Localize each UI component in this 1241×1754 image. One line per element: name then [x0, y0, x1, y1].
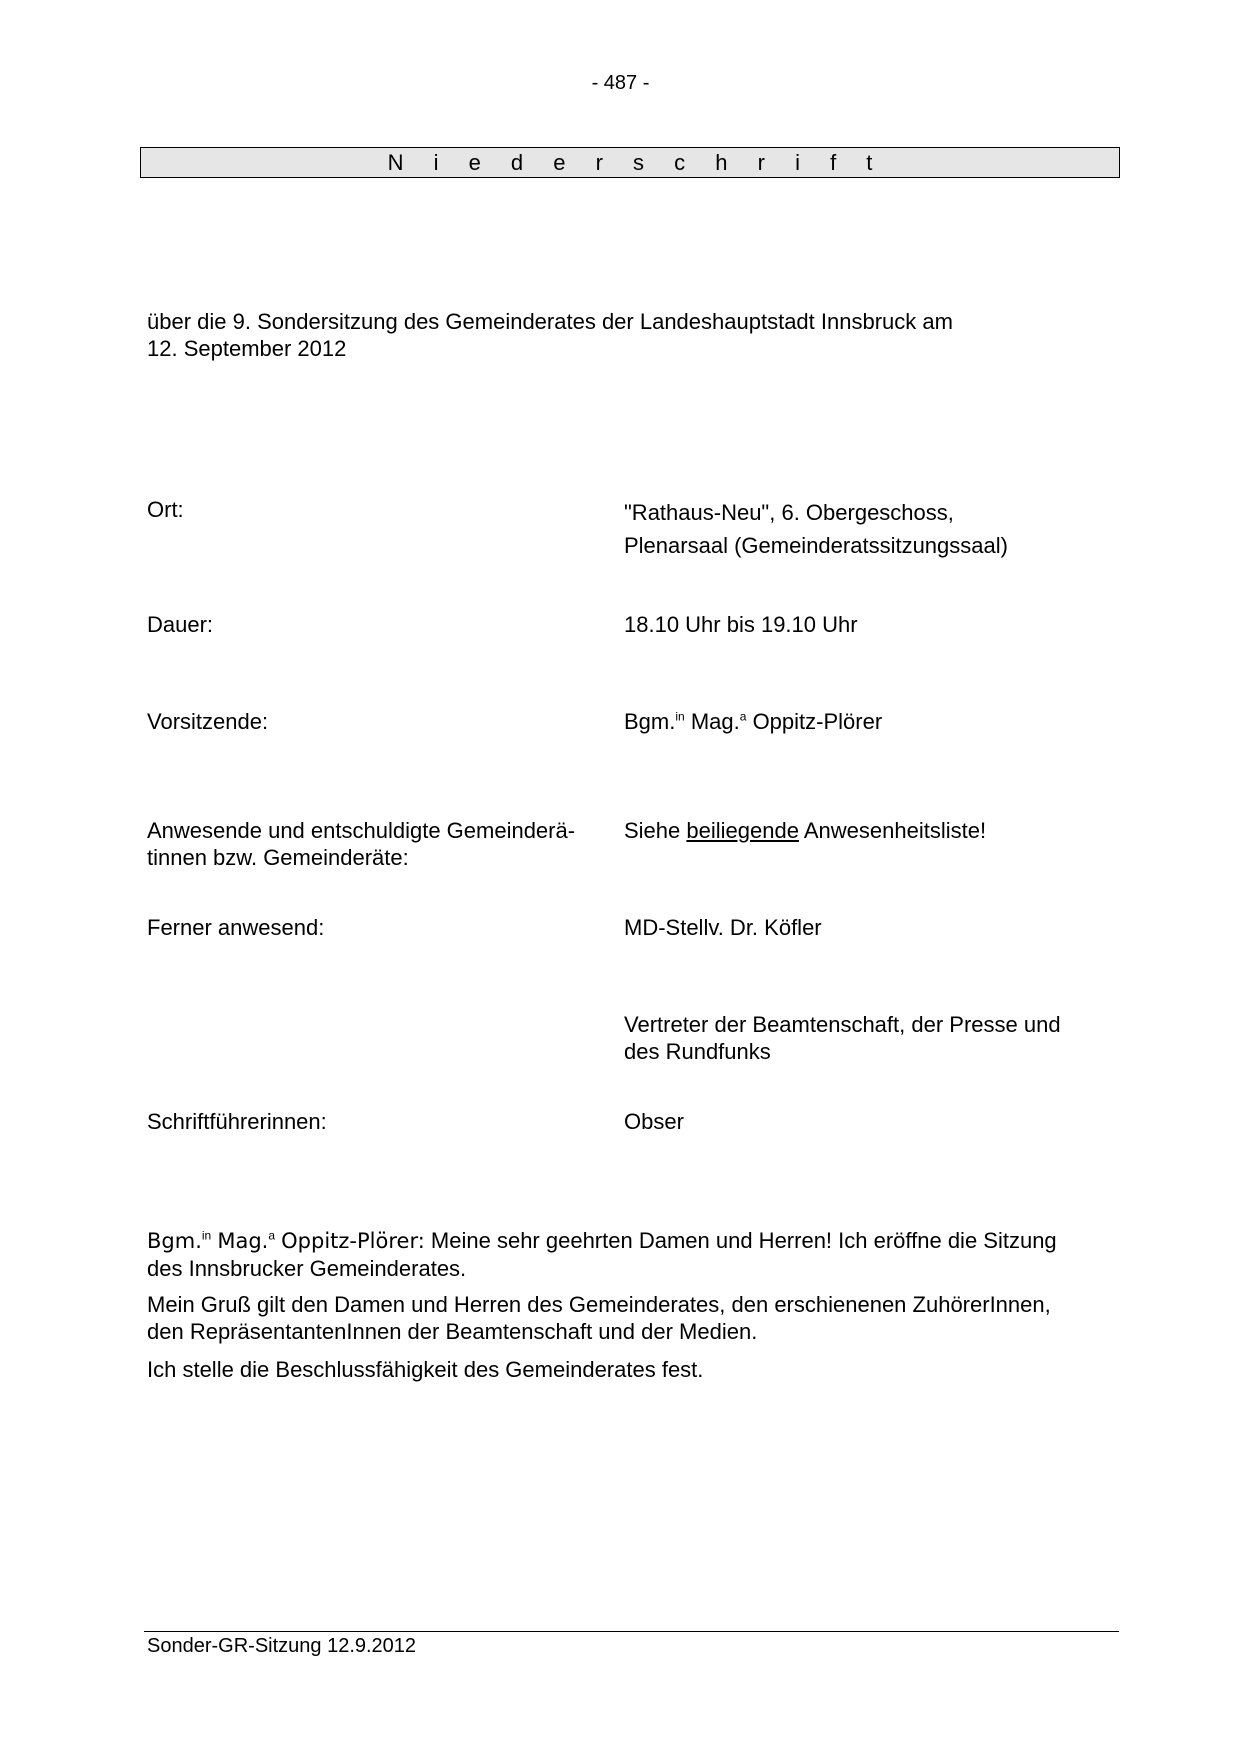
value-ferner-1: MD-Stellv. Dr. Köfler	[624, 915, 822, 940]
intro-line-1: über die 9. Sondersitzung des Gemeinderates der Landeshauptstadt Innsbruck am	[147, 309, 953, 334]
anwesend-pre: Siehe	[624, 818, 681, 843]
label-anwesende-line-1: Anwesende und entschuldigte Gemeinderä-	[147, 818, 576, 843]
value-ort-line-2: Plenarsaal (Gemeinderatssitzungssaal)	[624, 533, 1008, 558]
speech-p1-line-1	[147, 1227, 1107, 1255]
value-ferner-2	[624, 1011, 1104, 1065]
footer-text: Sonder-GR-Sitzung 12.9.2012	[147, 1635, 417, 1657]
value-ferner-2-line-2: des Rundfunks	[624, 1039, 771, 1064]
label-vorsitzende: Vorsitzende:	[147, 709, 269, 734]
document-title-box	[140, 147, 1120, 178]
speech-p2-line-1: Mein Gruß gilt den Damen und Herren des Gemeinderates, den erschienenen ZuhörerInnen,	[147, 1292, 1051, 1317]
value-ort-line-1: "Rathaus-Neu", 6. Obergeschoss,	[624, 500, 954, 525]
label-ferner: Ferner anwesend:	[147, 915, 325, 940]
label-ort: Ort:	[147, 497, 184, 522]
speaker-sup-b: a	[268, 1228, 276, 1243]
label-anwesende-line-2: tinnen bzw. Gemeinderäte:	[147, 845, 409, 870]
speech-paragraph-3: Ich stelle die Beschlussfähigkeit des Gemeinderates fest.	[147, 1357, 704, 1382]
label-anwesende	[147, 817, 607, 871]
speech-p1-line-2: des Innsbrucker Gemeinderates.	[147, 1256, 467, 1281]
document-title: N i e d e r s c h r i f t	[387, 149, 885, 175]
value-schriftfuehrerinnen: Obser	[624, 1109, 684, 1134]
vorsitz-title-a: Bgm.	[624, 709, 676, 734]
speech-p2-line-2: den RepräsentantenInnen der Beamtenschaft und der Medien.	[147, 1319, 758, 1344]
value-ferner-2-line-1: Vertreter der Beamtenschaft, der Presse und	[624, 1012, 1061, 1037]
value-ort	[624, 496, 1104, 562]
value-anwesende	[624, 817, 1104, 844]
speech-paragraph-2	[147, 1291, 1107, 1345]
speaker-title-b: Mag.	[217, 1229, 269, 1253]
label-dauer: Dauer:	[147, 612, 214, 637]
speech-paragraph-1	[147, 1227, 1107, 1282]
speaker-title-a: Bgm.	[147, 1229, 202, 1253]
anwesend-post: Anwesenheitsliste!	[803, 818, 987, 843]
speaker-sup-a: in	[201, 1228, 212, 1243]
anwesend-underlined: beiliegende	[686, 818, 799, 843]
value-dauer: 18.10 Uhr bis 19.10 Uhr	[624, 612, 858, 637]
intro-text	[147, 308, 1047, 362]
speaker-name: Oppitz-Plörer:	[281, 1229, 425, 1253]
footer-rule	[144, 1631, 1119, 1632]
speech-p1-rest: Meine sehr geehrten Damen und Herren! Ich eröffne die Sitzung	[430, 1228, 1057, 1253]
value-vorsitzende	[624, 708, 1104, 735]
vorsitz-title-b: Mag.	[690, 709, 740, 734]
vorsitz-name: Oppitz-Plörer	[752, 709, 883, 734]
page-number: - 487 -	[591, 72, 650, 94]
vorsitz-sup-b: a	[739, 709, 747, 724]
vorsitz-sup-a: in	[675, 709, 685, 724]
intro-line-2: 12. September 2012	[147, 336, 347, 361]
label-schriftfuehrerinnen: Schriftführerinnen:	[147, 1109, 327, 1134]
